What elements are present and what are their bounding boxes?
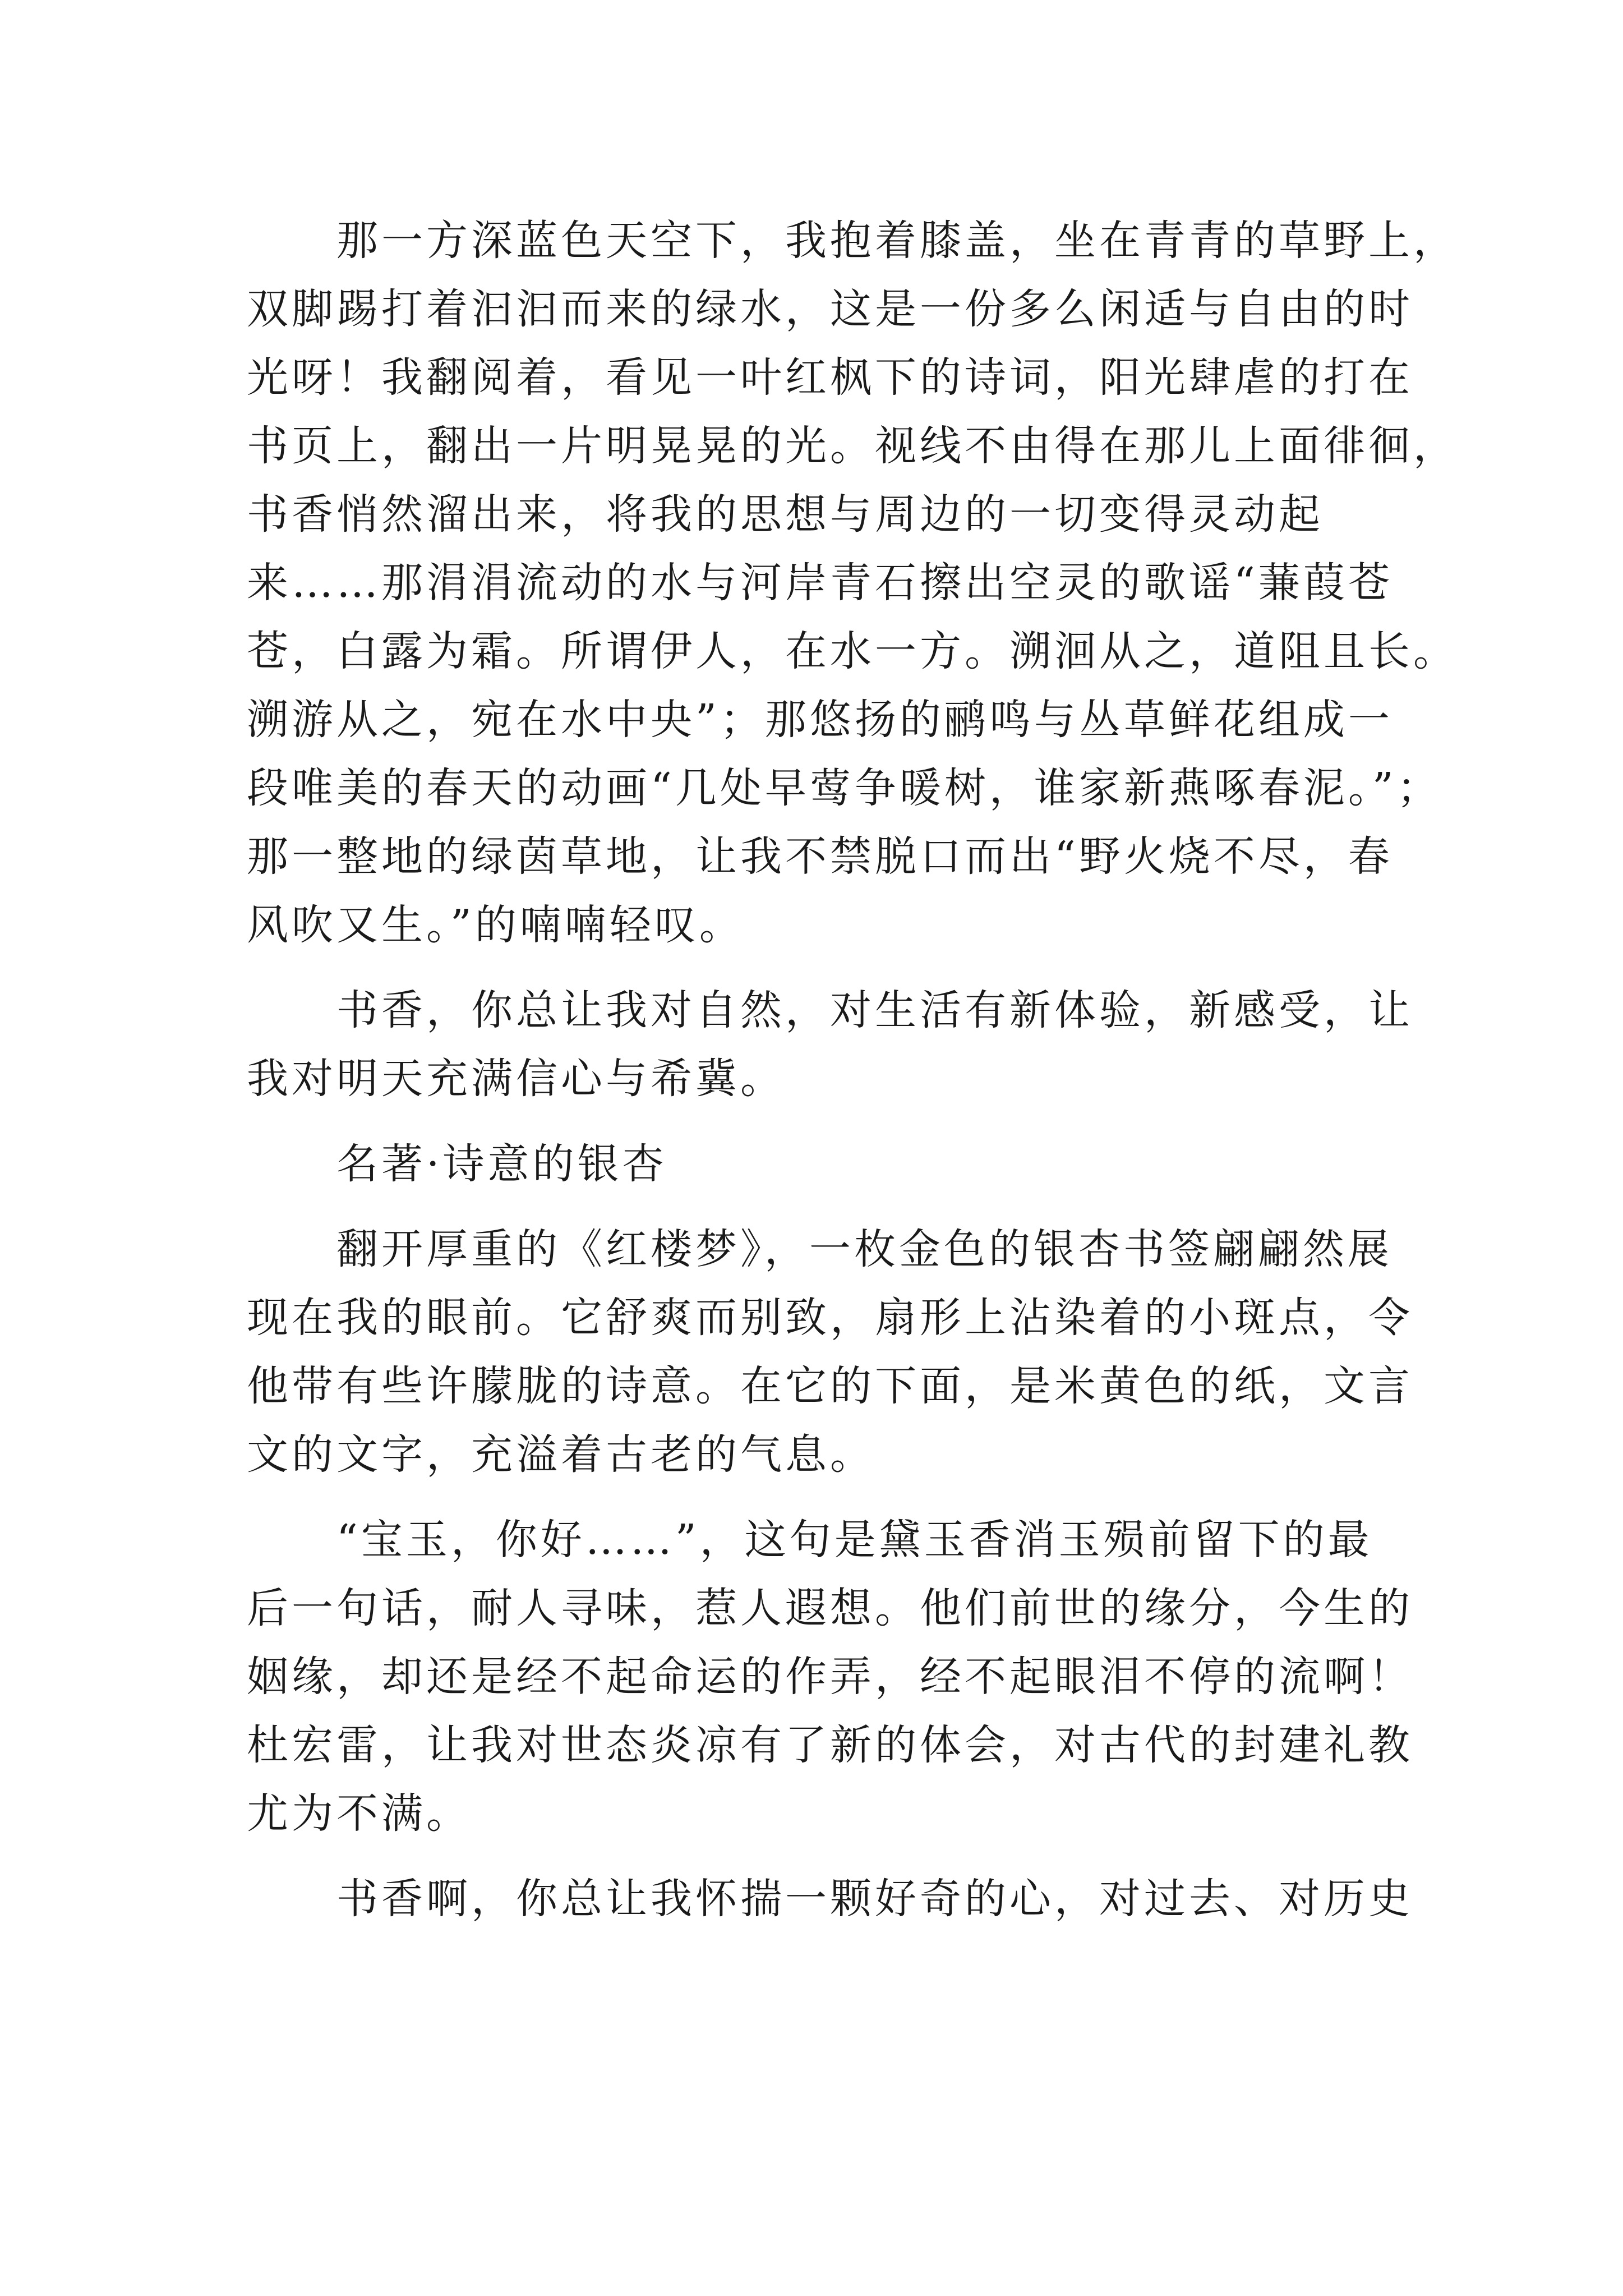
text-line: “宝玉，你好……”，这句是黛玉香消玉殒前留下的最: [247, 1516, 1373, 1564]
text-line: 他带有些许朦胧的诗意。在它的下面，是米黄色的纸，文言: [247, 1362, 1413, 1410]
text-line: 那一整地的绿茵草地，让我不禁脱口而出“野火烧不尽，春: [247, 832, 1393, 881]
text-line: 书香，你总让我对自然，对生活有新体验，新感受，让: [247, 986, 1413, 1034]
text-line: 杜宏雷，让我对世态炎凉有了新的体会，对古代的封建礼教: [247, 1721, 1413, 1769]
text-line: 风吹又生。”的喃喃轻叹。: [247, 901, 744, 949]
text-line: 那一方深蓝色天空下，我抱着膝盖，坐在青青的草野上，: [247, 217, 1458, 265]
text-line: 后一句话，耐人寻味，惹人遐想。他们前世的缘分，今生的: [247, 1584, 1413, 1632]
text-line: 书香啊，你总让我怀揣一颗好奇的心，对过去、对历史: [247, 1875, 1413, 1923]
text-line: 段唯美的春天的动画“几处早莺争暖树，谁家新燕啄春泥。”；: [247, 764, 1442, 812]
text-line: 尤为不满。: [247, 1789, 471, 1838]
text-line: 苍，白露为霜。所谓伊人，在水一方。溯洄从之，道阻且长。: [247, 627, 1458, 675]
text-line: 光呀！我翻阅着，看见一叶红枫下的诗词，阳光肆虐的打在: [247, 353, 1413, 402]
text-line: 我对明天充满信心与希冀。: [247, 1055, 785, 1103]
document-text: [247, 206, 1458, 1933]
text-line: 溯游从之，宛在水中央”；那悠扬的鹂鸣与丛草鲜花组成一: [247, 696, 1393, 744]
text-line: 翻开厚重的《红楼梦》，一枚金色的银杏书签翩翩然展: [247, 1225, 1393, 1273]
text-line: 现在我的眼前。它舒爽而别致，扇形上沾染着的小斑点，令: [247, 1294, 1413, 1342]
text-line: 姻缘，却还是经不起命运的作弄，经不起眼泪不停的流啊！: [247, 1653, 1413, 1701]
text-line: 书香悄然溜出来，将我的思想与周边的一切变得灵动起: [247, 490, 1324, 539]
text-line: 文的文字，充溢着古老的气息。: [247, 1430, 875, 1479]
text-line: 书页上，翻出一片明晃晃的光。视线不由得在那儿上面徘徊，: [247, 422, 1458, 470]
section-heading: 名著·诗意的银杏: [247, 1140, 667, 1188]
text-line: 来……那涓涓流动的水与河岸青石擦出空灵的歌谣“蒹葭苍: [247, 559, 1393, 607]
text-line: 双脚踢打着汩汩而来的绿水，这是一份多么闲适与自由的时: [247, 285, 1413, 333]
